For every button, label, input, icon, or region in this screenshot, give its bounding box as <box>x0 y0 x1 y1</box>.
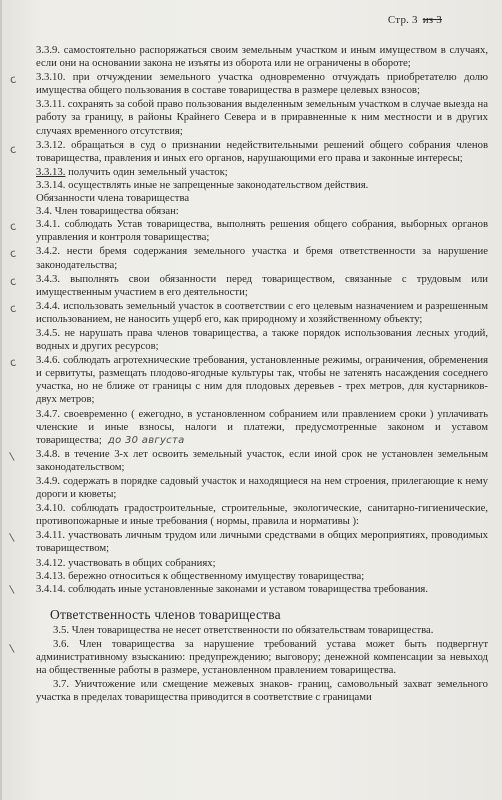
margin-check-mark: с <box>8 72 18 87</box>
paragraph-3-3-12: с 3.3.12. обращаться в суд о признании недействительными решений общего собрания членов товарищества, правления и иных его органов, нарушающими его права и законные интересы; <box>8 138 488 164</box>
scan-edge <box>0 0 2 800</box>
paragraph-3-4-3: с 3.4.3. выполнять свои обязанности перед товариществом, связанные с трудовым или имущественным участием в его деятельности; <box>8 272 488 298</box>
paragraph-3-4-4: с 3.4.4. использовать земельный участок в соответствии с его целевым назначением и разрешенным использованием, не наносить ущерб его, как природному и хозяйственному объекту; <box>8 299 488 325</box>
responsibility-heading: Ответственность членов товарищества <box>50 606 281 622</box>
paragraph-3-7: 3.7. Уничтожение или смещение межевых знаков- границ, самовольный захват земельного участка в пределах товарищества приводится в соответствие с границами <box>36 678 488 704</box>
page-number <box>388 14 442 26</box>
paragraph-3-3-14: 3.3.14. осуществлять иные не запрещенные законодательством действия. <box>36 178 369 191</box>
paragraph-3-4-6: с 3.4.6. соблюдать агротехнические требования, установленные режимы, ограничения, обременения и сервитуты, размещать плодово-ягодные культуры так, чтобы не затенять насаждения соседнего участка, но не ближе от границы с ним для плодовых деревьев - трех метров, для кустарников- двух метров; <box>8 354 488 406</box>
paragraph-3-4-14: \ 3.4.14. соблюдать иные установленные законами и уставом товарищества требования. <box>8 582 429 596</box>
paragraph-3-3-10: с 3.3.10. при отчуждении земельного участка одновременно отчуждать приобретателю долю имущества общего пользования в составе товарищества в размере целевых взносов; <box>8 71 488 97</box>
margin-check-mark: с <box>8 355 18 370</box>
paragraph-3-4-11: \ 3.4.11. участвовать личным трудом или личными средствами в общих мероприятиях, проводимых товариществом; <box>8 529 488 555</box>
paragraph-3-4: 3.4. Член товарищества обязан: <box>36 205 179 218</box>
margin-check-mark: \ <box>8 531 16 545</box>
document-body <box>8 44 488 706</box>
paragraph-3-4-8: \ 3.4.8. в течение 3-х лет освоить земельный участок, если иной срок не установлен земельным законодательством; <box>8 447 488 473</box>
margin-check-mark: с <box>8 219 18 234</box>
paragraph-3-4-12: 3.4.12. участвовать в общих собраниях; <box>36 556 216 569</box>
paragraph-3-4-10: 3.4.10. соблюдать градостроительные, строительные, экологические, санитарно-гигиенические, противопожарные и иные требования ( нормы, правила и нормативы ): <box>36 502 488 528</box>
margin-check-mark: с <box>8 142 18 157</box>
margin-check-mark: с <box>8 246 18 261</box>
paragraph-3-4-2: с 3.4.2. нести бремя содержания земельного участка и бремя ответственности за нарушение законодательства; <box>8 245 488 271</box>
margin-check-mark: с <box>8 301 18 316</box>
handwritten-note: до 30 августа <box>107 434 185 446</box>
paragraph-3-4-5: 3.4.5. не нарушать права членов товарищества, а также порядок использования лесных угодий, водных и других ресурсов; <box>36 326 488 353</box>
paragraph-3-4-7: 3.4.7. своевременно ( ежегодно, в установленном собранием или правлением сроки ) уплачивать членские и иные взносы, налоги и платежи, предусмотренные законом и уставом товарищества; до 30 августа <box>36 407 488 446</box>
page-label: Стр. 3 <box>387 14 418 26</box>
paragraph-3-4-1: с 3.4.1. соблюдать Устав товарищества, выполнять решения общего собрания, выборных органов управления и контроля товарищества; <box>8 218 488 244</box>
duties-heading: Обязанности члена товарищества <box>36 192 190 205</box>
paragraph-3-6: \ 3.6. Член товарищества за нарушение требований устава может быть подвергнут административному взысканию: предупреждению; выговору; денежной компенсации за невыход на общественные работы в размере, установленном правлением товарищества. <box>8 638 488 677</box>
paragraph-3-3-13: 3.3.13. получить один земельный участок; <box>36 165 228 178</box>
margin-check-mark: \ <box>8 449 16 464</box>
margin-check-mark: \ <box>8 641 16 656</box>
paragraph-3-3-9: 3.3.9. самостоятельно распоряжаться своим земельным участком и иным имуществом в случаях, если они на основании закона не изъяты из оборота или не ограничены в обороте; <box>36 44 488 70</box>
paragraph-3-4-13: 3.4.13. бережно относиться к общественному имуществу товарищества; <box>36 569 365 582</box>
struck-page-total: из 3 <box>422 14 442 26</box>
paragraph-3-3-11: 3.3.11. сохранять за собой право пользования выделенным земельным участком в случае выезда на работу за границу, в районы Крайнего Севера и в приравненные к ним местности и в других случаях временного отсутствия; <box>36 98 488 137</box>
paragraph-3-5: 3.5. Член товарищества не несет ответственности по обязательствам товарищества. <box>53 623 434 636</box>
underlined-number: 3.3.13. <box>36 165 66 178</box>
margin-check-mark: с <box>8 274 18 289</box>
paragraph-3-4-9: 3.4.9. содержать в порядке садовый участок и находящиеся на нем строения, прилегающие к нему дороги и кюветы; <box>36 475 488 501</box>
margin-check-mark: \ <box>8 582 16 596</box>
